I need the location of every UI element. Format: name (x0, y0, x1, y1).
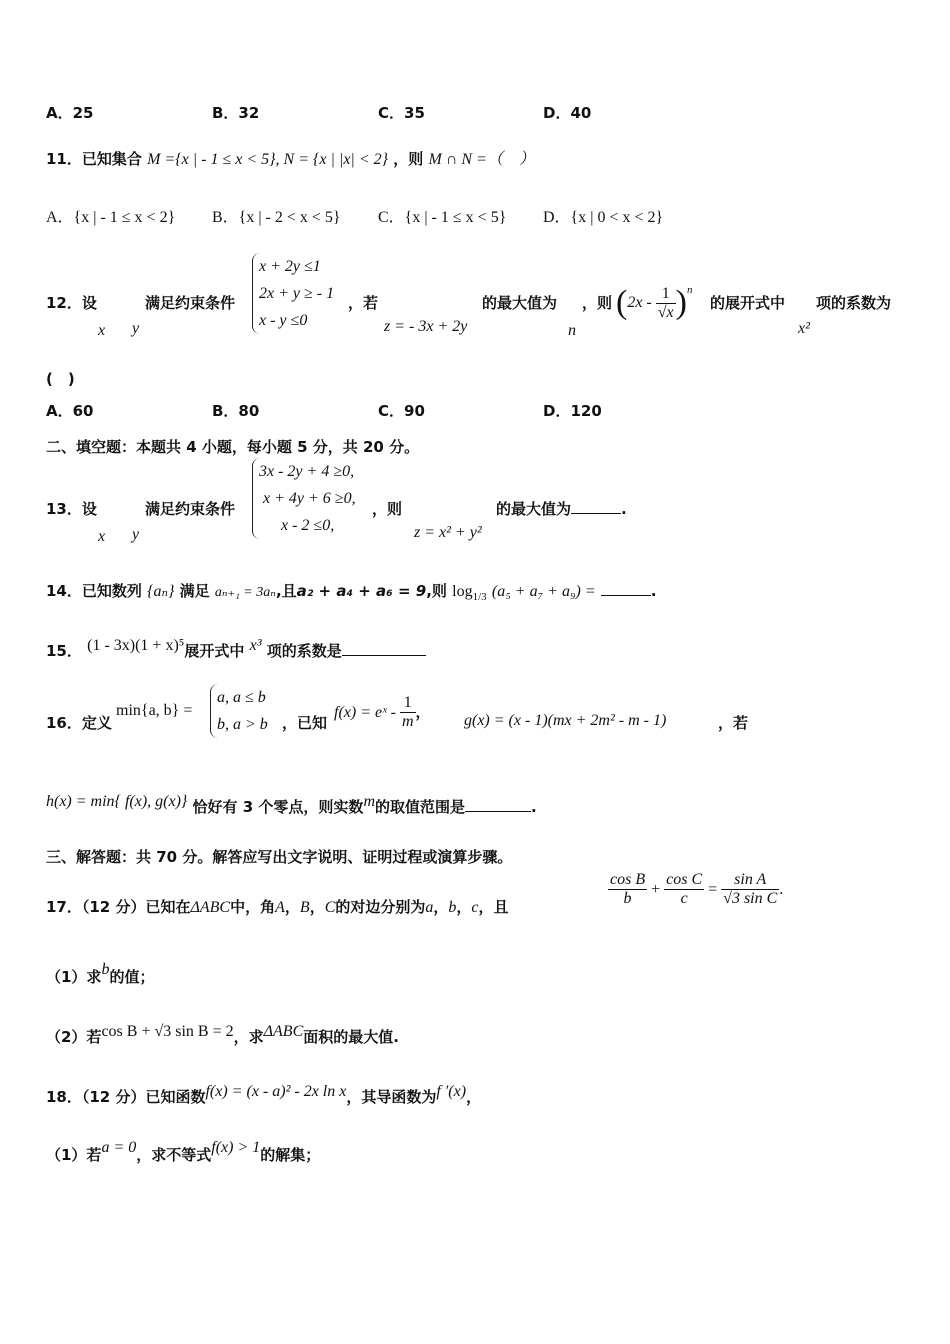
q16-f-def: f(x) = eˣ - $\frac{1}{m}$ ， (334, 694, 431, 730)
q13-objective: z = x² + y² (414, 524, 482, 541)
q16-text-if: ，若 (718, 714, 749, 732)
q11-stem (46, 146, 535, 169)
q10-option-a: A．25 (46, 104, 94, 122)
q16-case-2: b, a > b (217, 716, 268, 733)
q12-term-x2: x² (798, 320, 810, 337)
q16-g-def: g(x) = (x - 1)(mx + 2m² - m - 1) (464, 712, 667, 729)
q18-part-1: （1）若a = 0，求不等式f(x) > 1的解集； (46, 1139, 321, 1164)
q13-constraint-1: 3x - 2y + 4 ≥0, (259, 463, 355, 480)
q14-answer-blank[interactable] (601, 581, 651, 596)
q12-text-expansion: 的展开式中 (710, 294, 786, 312)
q11-number: 11． (46, 150, 82, 168)
q16-number: 16．定义 (46, 714, 112, 732)
q18-function: f(x) = (x - a)² - 2x ln x (205, 1083, 347, 1100)
q14-recurrence: aₙ₊₁ = 3aₙ (214, 585, 276, 600)
q12-constraint-3: x - y ≤0 (259, 312, 308, 329)
q10-option-d: D．40 (543, 104, 592, 122)
q12-option-c: C．90 (378, 402, 425, 420)
q17-condition: cos B + √3 sin B = 2 (101, 1023, 234, 1040)
q12-var-x: x (98, 322, 106, 339)
q17-part-2: （2）若cos B + √3 sin B = 2，求ΔABC面积的最大值. (46, 1023, 399, 1046)
q11-text: 已知集合 (81, 150, 142, 168)
q12-text-then: ，则 (582, 294, 613, 312)
q18-derivative: f ′(x) (436, 1083, 467, 1100)
q14-log: $\log_{1/3}$ (452, 583, 487, 604)
q12-var-y: y (132, 320, 140, 337)
q16-case-1: a, a ≤ b (217, 689, 266, 706)
q15-stem: 15． (1 - 3x)(1 + x)⁵展开式中 x³ 项的系数是 (46, 640, 426, 661)
q13-constraint-system (252, 458, 356, 539)
q15-expression: (1 - 3x)(1 + x)⁵ (87, 637, 185, 654)
q12-option-a: A．60 (46, 402, 94, 420)
q13-answer-blank[interactable] (571, 499, 621, 514)
q12-answer-paren: ( ) (46, 370, 75, 388)
q12-binomial: (2x - $\frac{1}{√x}$ )$^n$ (616, 284, 693, 321)
q17-part-1: （1）求b的值； (46, 961, 155, 986)
q16-min-cases (210, 684, 268, 738)
q12-var-n: n (568, 322, 576, 339)
q11-option-a: A．{x | - 1 ≤ x < 2} (46, 209, 176, 226)
q13-text-constraint: 满足约束条件 (145, 500, 236, 518)
q13-number: 13．设 (46, 500, 97, 518)
q18-stem: 18．（12 分）已知函数f(x) = (x - a)² - 2x ln x，其导函数为f ′(x)， (46, 1083, 482, 1106)
q14-sum: a₂ + a₄ + a₆ = 9 (296, 582, 427, 600)
q13-constraint-2: x + 4y + 6 ≥0, (263, 490, 356, 507)
q12-objective: z = - 3x + 2y (384, 318, 468, 335)
q14-sequence: {aₙ} (147, 583, 175, 600)
q12-constraint-1: x + 2y ≤1 (259, 258, 321, 275)
q12-constraint-system (252, 253, 334, 334)
q12-text-max: 的最大值为 (482, 294, 558, 312)
q17-equation: $\frac{\text{cos B}}{b}$ + $\frac{\text{cos C}}{c}$ = $\frac{\text{sin A}}{\text{√3 sin C}}$ . (610, 871, 784, 907)
q12-option-b: B．80 (212, 402, 260, 420)
q16-line-2: h(x) = min{ f(x), g(x)} 恰好有 3 个零点，则实数m的取值范围是 . (46, 793, 537, 816)
q12-number: 12．设 (46, 294, 97, 312)
q14-argument: (a₅ + a₇ + a₉) = (491, 583, 596, 600)
q13-constraint-3: x - 2 ≤0, (281, 517, 335, 534)
q15-term-x3: x³ (249, 637, 262, 654)
q11-mid: ，则 (393, 150, 424, 168)
q13-var-x: x (98, 528, 106, 545)
q10-option-b: B．32 (212, 104, 260, 122)
q11-sets: M ={x | - 1 ≤ x < 5}, N = {x | |x| < 2} (147, 151, 389, 168)
q17-triangle: ΔABC (190, 899, 231, 916)
q16-h-def: h(x) = min{ f(x), g(x)} (46, 793, 188, 810)
q13-text-max: 的最大值为 . (496, 500, 627, 518)
q13-text-then: ，则 (372, 500, 403, 518)
q14-stem: 14．已知数列 {aₙ} 满足 aₙ₊₁ = 3aₙ,且a₂ + a₄ + a₆ = 9,则 $\log_{1/3} (a_5 + a_7 + a_9)$ = . (46, 582, 657, 604)
q17-stem: 17．（12 分）已知在ΔABC中，角A，B，C的对边分别为a，b，c，且 (46, 898, 509, 916)
q11-option-c: C．{x | - 1 ≤ x < 5} (378, 209, 507, 226)
q12-text-coefficient: 项的系数为 (816, 294, 892, 312)
section-3-heading: 三、解答题：共 70 分。解答应写出文字说明、证明过程或演算步骤。 (46, 848, 513, 866)
q12-constraint-2: 2x + y ≥ - 1 (259, 285, 335, 302)
q16-answer-blank[interactable] (465, 797, 531, 812)
q15-answer-blank[interactable] (342, 641, 426, 656)
section-2-heading: 二、填空题：本题共 4 小题，每小题 5 分，共 20 分。 (46, 438, 420, 456)
q11-option-b: B．{x | - 2 < x < 5} (212, 209, 341, 226)
q12-text-constraint: 满足约束条件 (145, 294, 236, 312)
q11-option-d: D．{x | 0 < x < 2} (543, 209, 664, 226)
q13-var-y: y (132, 526, 140, 543)
q16-min-def: min{a, b} = (116, 702, 193, 719)
q12-option-d: D．120 (543, 402, 602, 420)
q16-text-known: ，已知 (282, 714, 328, 732)
q12-text-if: ，若 (348, 294, 379, 312)
q10-option-c: C．35 (378, 104, 425, 122)
q11-ask: M ∩ N =（ ） (428, 151, 535, 168)
